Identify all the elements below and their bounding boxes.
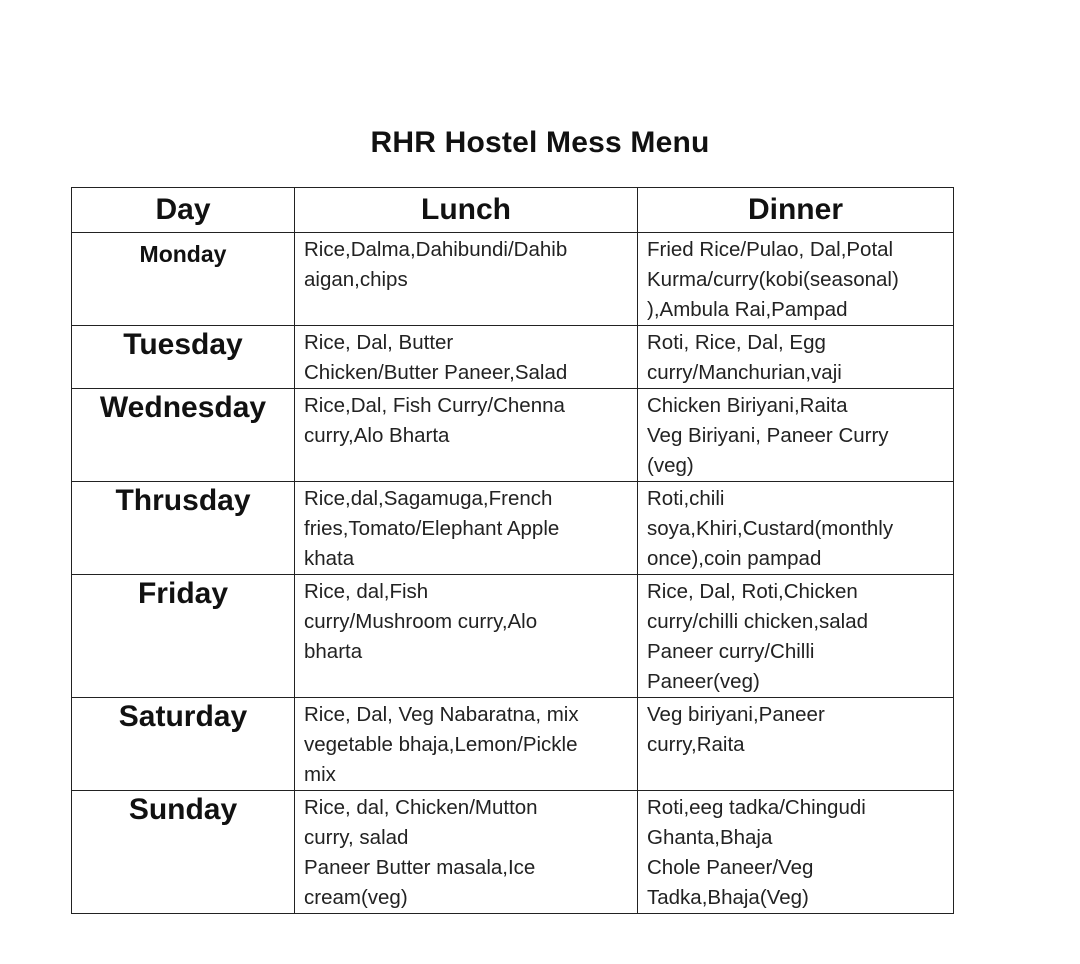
dinner-cell — [638, 326, 954, 389]
table-row — [72, 791, 954, 914]
lunch-line: cream(veg) — [304, 886, 408, 909]
dinner-line: Kurma/curry(kobi(seasonal) — [647, 268, 899, 291]
page-title: RHR Hostel Mess Menu — [370, 126, 710, 159]
day-cell: Saturday — [72, 698, 295, 791]
lunch-cell — [295, 233, 638, 326]
dinner-line: Chole Paneer/Veg — [647, 856, 814, 879]
lunch-line: Chicken/Butter Paneer,Salad — [304, 361, 568, 384]
dinner-line: curry,Raita — [647, 733, 745, 756]
dinner-line: Rice, Dal, Roti,Chicken — [647, 580, 858, 603]
header-row — [72, 188, 954, 233]
lunch-cell — [295, 575, 638, 698]
dinner-line: once),coin pampad — [647, 547, 822, 570]
day-cell: Monday — [72, 233, 295, 326]
dinner-line: curry/Manchurian,vaji — [647, 361, 842, 384]
dinner-line: Tadka,Bhaja(Veg) — [647, 886, 809, 909]
table-row — [72, 575, 954, 698]
lunch-line: khata — [304, 547, 355, 570]
table-row — [72, 389, 954, 482]
dinner-line: Veg Biriyani, Paneer Curry — [647, 424, 889, 447]
dinner-line: soya,Khiri,Custard(monthly — [647, 517, 894, 540]
menu-body — [72, 233, 954, 914]
day-cell: Sunday — [72, 791, 295, 914]
lunch-line: Rice,dal,Sagamuga,French — [304, 487, 553, 510]
dinner-cell — [638, 233, 954, 326]
lunch-line: Rice,Dal, Fish Curry/Chenna — [304, 394, 565, 417]
lunch-line: vegetable bhaja,Lemon/Pickle — [304, 733, 578, 756]
day-cell: Tuesday — [72, 326, 295, 389]
lunch-cell — [295, 389, 638, 482]
dinner-column-header: Dinner — [638, 188, 954, 233]
dinner-line: Paneer(veg) — [647, 670, 760, 693]
lunch-line: curry,Alo Bharta — [304, 424, 450, 447]
table-row — [72, 482, 954, 575]
dinner-line: Veg biriyani,Paneer — [647, 703, 825, 726]
lunch-line: aigan,chips — [304, 268, 408, 291]
dinner-line: Roti,chili — [647, 487, 725, 510]
lunch-line: curry/Mushroom curry,Alo — [304, 610, 538, 633]
dinner-line: Ghanta,Bhaja — [647, 826, 773, 849]
lunch-line: Paneer Butter masala,Ice — [304, 856, 536, 879]
dinner-line: Paneer curry/Chilli — [647, 640, 815, 663]
lunch-line: Rice,Dalma,Dahibundi/Dahib — [304, 238, 568, 261]
dinner-line: ),Ambula Rai,Pampad — [647, 298, 848, 321]
lunch-line: curry, salad — [304, 826, 409, 849]
lunch-cell — [295, 482, 638, 575]
mess-menu-table — [71, 187, 954, 914]
lunch-line: Rice, dal,Fish — [304, 580, 429, 603]
dinner-cell — [638, 698, 954, 791]
lunch-line: Rice, Dal, Butter — [304, 331, 454, 354]
dinner-line: Roti,eeg tadka/Chingudi — [647, 796, 866, 819]
dinner-line: curry/chilli chicken,salad — [647, 610, 869, 633]
table-row — [72, 233, 954, 326]
day-cell: Thrusday — [72, 482, 295, 575]
dinner-cell — [638, 791, 954, 914]
lunch-column-header: Lunch — [295, 188, 638, 233]
lunch-cell — [295, 698, 638, 791]
lunch-line: Rice, dal, Chicken/Mutton — [304, 796, 538, 819]
lunch-line: bharta — [304, 640, 363, 663]
dinner-line: Chicken Biriyani,Raita — [647, 394, 848, 417]
lunch-line: fries,Tomato/Elephant Apple — [304, 517, 560, 540]
day-column-header: Day — [72, 188, 295, 233]
table-row — [72, 698, 954, 791]
dinner-cell — [638, 389, 954, 482]
day-cell: Friday — [72, 575, 295, 698]
dinner-cell — [638, 482, 954, 575]
lunch-cell — [295, 326, 638, 389]
dinner-cell — [638, 575, 954, 698]
table-row — [72, 326, 954, 389]
dinner-line: Roti, Rice, Dal, Egg — [647, 331, 826, 354]
day-cell: Wednesday — [72, 389, 295, 482]
lunch-line: mix — [304, 763, 336, 786]
lunch-cell — [295, 791, 638, 914]
dinner-line: Fried Rice/Pulao, Dal,Potal — [647, 238, 894, 261]
lunch-line: Rice, Dal, Veg Nabaratna, mix — [304, 703, 579, 726]
dinner-line: (veg) — [647, 454, 694, 477]
